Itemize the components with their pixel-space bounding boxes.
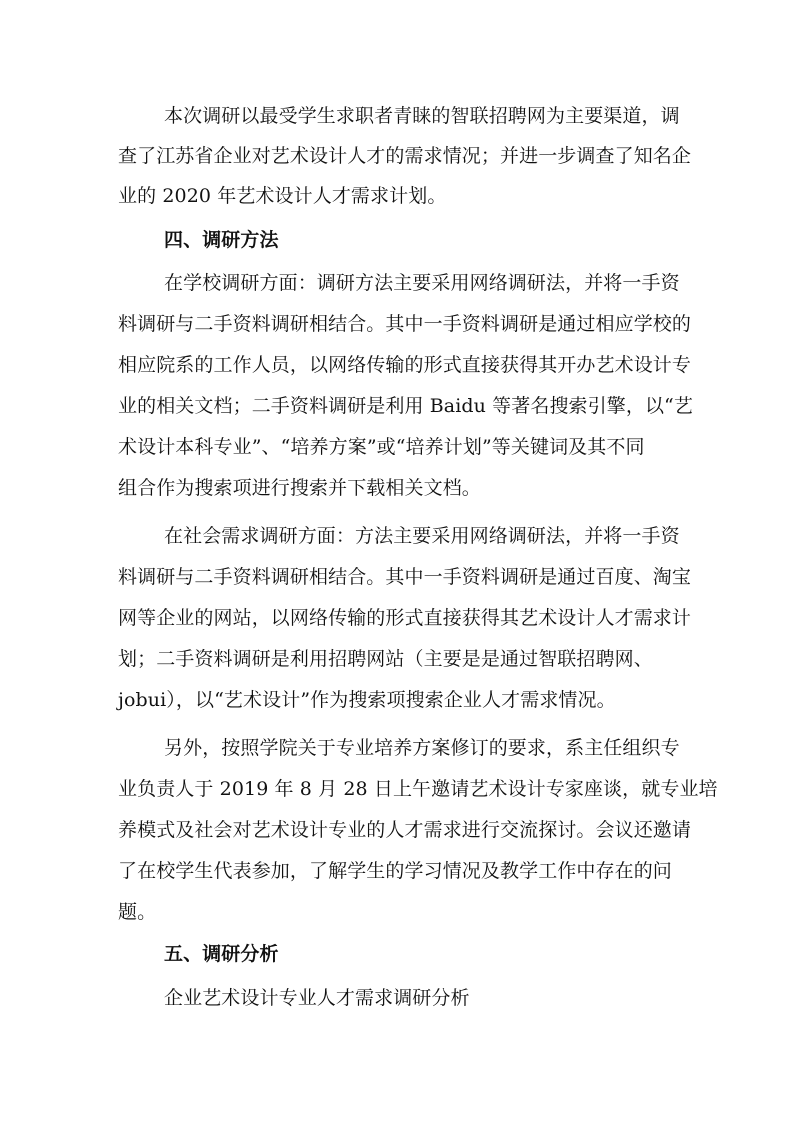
paragraph-society-line-3: 网等企业的网站，以网络传输的形式直接获得其艺术设计人才需求计 <box>118 607 692 629</box>
section-heading-research-analysis: 五、调研分析 <box>164 943 279 965</box>
paragraph-school-line-4: 业的相关文档；二手资料调研是利用 Baidu 等著名搜索引擎，以“艺 <box>118 395 693 417</box>
paragraph-intro-line-3: 业的 2020 年艺术设计人才需求计划。 <box>118 185 447 207</box>
paragraph-society-line-1: 在社会需求调研方面：方法主要采用网络调研法，并将一手资 <box>164 525 680 547</box>
paragraph-society-line-2: 料调研与二手资料调研相结合。其中一手资料调研是通过百度、淘宝 <box>118 566 692 588</box>
paragraph-society-line-5: jobui），以“艺术设计”作为搜索项搜索企业人才需求情况。 <box>118 689 616 711</box>
paragraph-meeting-line-5: 题。 <box>118 901 157 923</box>
section-heading-research-methods: 四、调研方法 <box>164 229 279 251</box>
paragraph-meeting-line-3: 养模式及社会对艺术设计专业的人才需求进行交流探讨。会议还邀请 <box>118 819 692 841</box>
paragraph-school-line-2: 料调研与二手资料调研相结合。其中一手资料调研是通过相应学校的 <box>118 313 692 335</box>
paragraph-meeting-line-4: 了在校学生代表参加，了解学生的学习情况及教学工作中存在的问 <box>118 860 672 882</box>
paragraph-intro-line-2: 查了江苏省企业对艺术设计人才的需求情况；并进一步调查了知名企 <box>118 145 692 167</box>
subsection-title-enterprise-demand: 企业艺术设计专业人才需求调研分析 <box>164 987 470 1009</box>
paragraph-school-line-3: 相应院系的工作人员，以网络传输的形式直接获得其开办艺术设计专 <box>118 354 692 376</box>
paragraph-school-line-1: 在学校调研方面：调研方法主要采用网络调研法，并将一手资 <box>164 272 680 294</box>
paragraph-school-line-6: 组合作为搜索项进行搜索并下载相关文档。 <box>118 477 481 499</box>
paragraph-meeting-line-2: 业负责人于 2019 年 8 月 28 日上午邀请艺术设计专家座谈，就专业培 <box>118 778 718 800</box>
paragraph-school-line-5: 术设计本科专业”、“培养方案”或“培养计划”等关键词及其不同 <box>118 436 645 458</box>
paragraph-meeting-line-1: 另外，按照学院关于专业培养方案修订的要求，系主任组织专 <box>164 737 680 759</box>
paragraph-intro-line-1: 本次调研以最受学生求职者青睐的智联招聘网为主要渠道，调 <box>164 105 680 127</box>
paragraph-society-line-4: 划；二手资料调研是利用招聘网站（主要是是通过智联招聘网、 <box>118 648 653 670</box>
